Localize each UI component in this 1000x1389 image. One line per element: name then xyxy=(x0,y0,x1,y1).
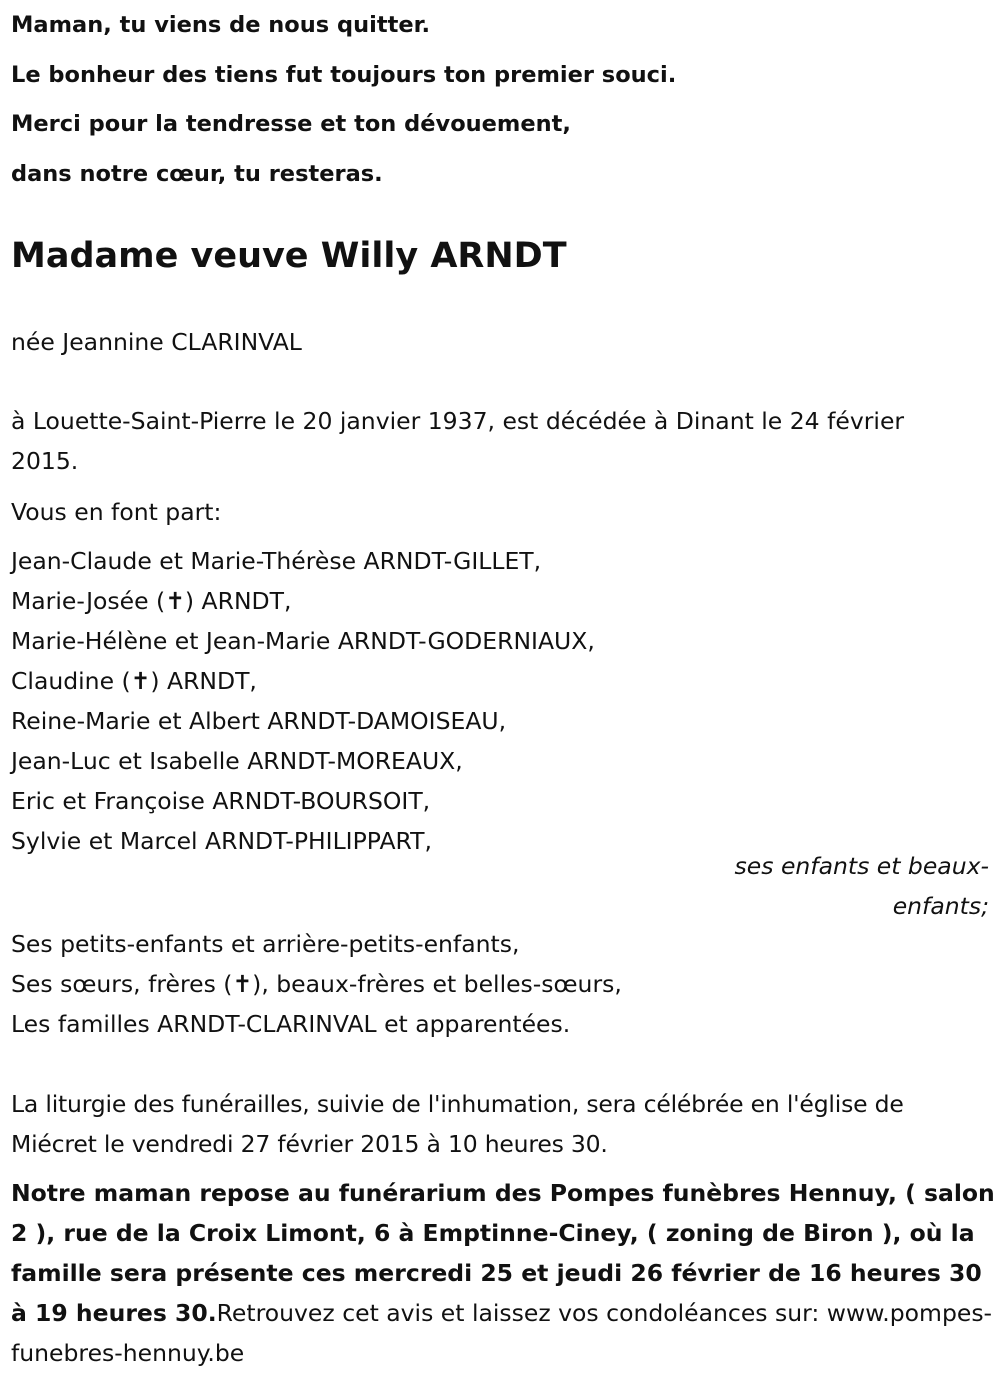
birth-death-details: à Louette-Saint-Pierre le 20 janvier 1937, est décédée à Dinant le 24 février 2015. xyxy=(11,407,905,475)
list-item: Ses petits-enfants et arrière-petits-enfants, xyxy=(11,930,520,958)
list-item: Marie-Hélène et Jean-Marie ARNDT-GODERNIAUX, xyxy=(11,627,595,655)
list-item: Jean-Luc et Isabelle ARNDT-MOREAUX, xyxy=(11,747,463,775)
poem-line: Maman, tu viens de nous quitter. xyxy=(11,12,431,38)
list-item: Eric et Françoise ARNDT-BOURSOIT, xyxy=(11,787,431,815)
children-role: ses enfants et beaux-enfants; xyxy=(734,852,989,920)
poem-line: Le bonheur des tiens fut toujours ton premier souci. xyxy=(11,61,677,88)
list-item: Claudine (✝) ARNDT, xyxy=(11,667,257,695)
announcement-intro: Vous en font part: xyxy=(11,498,222,526)
list-item: Marie-Josée (✝) ARNDT, xyxy=(11,587,292,615)
list-item: Reine-Marie et Albert ARNDT-DAMOISEAU, xyxy=(11,707,507,735)
condolences-note: Retrouvez cet avis et laissez vos condoléances sur: www.pompes-funebres-hennuy.be xyxy=(11,1299,993,1367)
children-list xyxy=(11,541,595,861)
list-item: Les familles ARNDT-CLARINVAL et apparentées. xyxy=(11,1010,571,1038)
list-item: Ses sœurs, frères (✝), beaux-frères et belles-sœurs, xyxy=(11,970,622,998)
death-notice xyxy=(11,0,995,1367)
poem-line: Merci pour la tendresse et ton dévouement, xyxy=(11,111,571,137)
funeral-liturgy: La liturgie des funérailles, suivie de l'inhumation, sera célébrée en l'église de Miécret le vendredi 27 février 2015 à 10 heures 30. xyxy=(11,1090,904,1158)
deceased-name: Madame veuve Willy ARNDT xyxy=(11,236,567,276)
list-item: Sylvie et Marcel ARNDT-PHILIPPART, xyxy=(11,827,432,855)
family-list xyxy=(11,924,622,1044)
maiden-name: née Jeannine CLARINVAL xyxy=(11,328,302,356)
poem xyxy=(11,0,991,199)
visitation-paragraph xyxy=(11,1173,996,1373)
poem-line: dans notre cœur, tu resteras. xyxy=(11,160,383,187)
list-item: Jean-Claude et Marie-Thérèse ARNDT-GILLET, xyxy=(11,547,542,575)
visitation-details: Notre maman repose au funérarium des Pompes funèbres Hennuy, ( salon 2 ), rue de la Croix Limont, 6 à Emptinne-Ciney, ( zoning de Biron ), où la famille sera présente ces mercredi 25 et jeudi 26 février de 16 heures 30 à 19 heures 30. xyxy=(11,1179,995,1327)
